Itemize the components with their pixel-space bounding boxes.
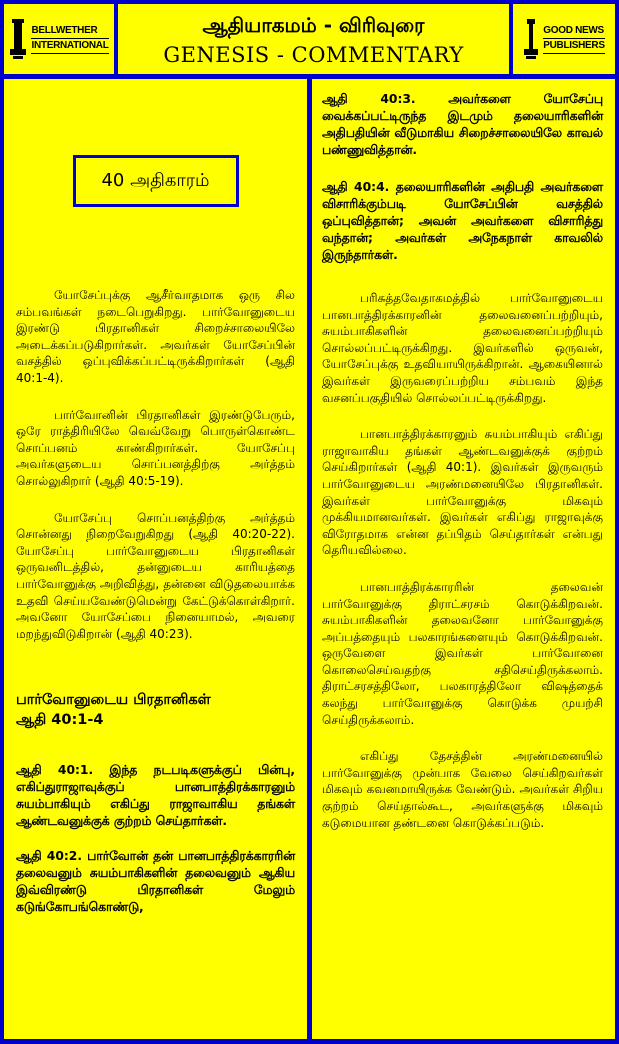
publisher-icon <box>523 17 539 61</box>
good-news-publishers-logo <box>513 4 615 74</box>
right-column <box>312 79 615 1039</box>
right-paragraph-1: பரிசுத்தவேதாகமத்தில் பார்வோனுடைய பானபாத்திரக்காரனின் தலைவனைப்பற்றியும், சுயம்பாகிகளின் தலைவனைப்பற்றியும் சொல்லப்பட்டிருக்கிறது. இவர்களில் ஒருவன், யோசேப்புக்கு உதவியாயிருக்கிறான். ஆகையினால் இவர்கள் இருவரைப்பற்றிய சம்பவம் இந்த வசனப்பகுதியில் சொல்லப்பட்டிருக்கிறது. <box>322 291 603 405</box>
verse-40-3: ஆதி 40:3. அவர்களை யோசேப்பு வைக்கப்பட்டிருந்த இடமும் தலையாரிகளின் அதிபதியின் வீடுமாகிய சிறைச்சாலையிலே காவல் பண்ணுவித்தான். <box>322 92 603 157</box>
bellwether-logo-line2: INTERNATIONAL <box>31 39 108 54</box>
title-english: GENESIS - COMMENTARY <box>163 43 464 67</box>
bellwether-logo-line1: BELLWETHER <box>31 24 108 39</box>
verse-40-1: ஆதி 40:1. இந்த நடபடிகளுக்குப் பின்பு, எகிப்துராஜாவுக்குப் பானபாத்திரக்காரனும் சுயம்பாகியும் எகிப்து ராஜாவாகிய தங்கள் ஆண்டவனுக்குக் குற்றம் செய்தார்கள். <box>16 763 295 829</box>
verse-40-2: ஆதி 40:2. பார்வோன் தன் பானபாத்திரக்காரரின் தலைவனும் சுயம்பாகிகளின் தலைவனும் ஆகிய இவ்விரண்டு பிரதானிகள் மேலும் கடுங்கோபங்கொண்டு, <box>16 849 295 915</box>
left-paragraph-2: பார்வோனின் பிரதானிகள் இரண்டுபேரும், ஒரே ராத்திரியிலே வெவ்வேறு பொருள்கொண்ட சொப்பனம் காண்கிறார்கள். யோசேப்பு அவர்களுடைய சொப்பனத்திற்கு அர்த்தம் சொல்லுகிறார் (ஆதி 40:5-19). <box>16 407 295 488</box>
publisher-logo-line2: PUBLISHERS <box>543 39 604 54</box>
verse-40-4: ஆதி 40:4. தலையாரிகளின் அதிபதி அவர்களை விசாரிக்கும்படி யோசேப்பின் வசத்தில் ஒப்புவித்தான்; அவன் அவர்களை விசாரித்து வந்தான்; அவர்கள் அநேகநாள் காவலில் இருந்தார்கள். <box>322 180 603 262</box>
right-paragraph-3: பானபாத்திரக்காரரின் தலைவன் பார்வோனுக்கு திராட்சரசம் கொடுக்கிறவன். சுயம்பாகிகளின் தலைவனோ பார்வோனுக்கு அப்பத்தையும் பலகாரங்களையும் கொடுக்கிறவன். ஒருவேளை இவர்கள் பார்வோனை கொலைசெய்வதற்கு சதிசெய்திருக்கலாம். திராட்சரசத்திலோ, பலகாரத்திலோ விஷத்தைக் கலந்து பார்வோனுக்கு கொடுக்க முயற்சி செய்திருக்கலாம். <box>322 579 603 727</box>
bellwether-icon <box>9 17 27 61</box>
left-paragraph-1: யோசேப்புக்கு ஆசீர்வாதமாக ஒரு சில சம்பவங்கள் நடைபெறுகிறது. பார்வோனுடைய இரண்டு பிரதானிகள் சிறைச்சாலையிலே அடைக்கப்படுகிறார்கள். அவர்கள் யோசேப்பின் வசத்தில் ஒப்புவிக்கப்பட்டிருக்கிறார்கள் (ஆதி 40:1-4). <box>16 288 295 385</box>
section-heading <box>16 690 295 730</box>
title-tamil: ஆதியாகமம் - விரிவுரை <box>202 13 425 37</box>
left-paragraph-3: யோசேப்பு சொப்பனத்திற்கு அர்த்தம் சொன்னது நிறைவேறுகிறது (ஆதி 40:20-22). யோசேப்பு பார்வோனுடைய பிரதானிகள் ஒருவனிடத்தில், தன்னுடைய காரியத்தை பார்வோனுக்கு அறிவித்து, தன்னை விடுதலையாக்க உதவி செய்யவேண்டுமென்று கேட்டுக்கொள்கிறார். அவனோ யோசேப்பை நினையாமல், அவரை மறந்துவிடுகிறான் (ஆதி 40:23). <box>16 510 295 641</box>
publisher-logo-line1: GOOD NEWS <box>543 24 604 39</box>
right-paragraph-2: பானபாத்திரக்காரனும் சுயம்பாகியும் எகிப்து ராஜாவாகிய தங்கள் ஆண்டவனுக்குக் குற்றம் செய்கிறார்கள் (ஆதி 40:1). இவர்கள் இருவரும் பார்வோனுடைய அரண்மனையிலே பிரதானிகள். இவர்கள் பார்வோனுக்கு மிகவும் முக்கியமானவர்கள். இவர்கள் எகிப்து ராஜாவுக்கு விரோதமாக என்ன தப்பிதம் செய்தார்கள் என்பது தெரியவில்லை. <box>322 427 603 558</box>
left-column <box>4 79 307 1039</box>
bellwether-logo <box>4 4 114 74</box>
page-header <box>118 4 509 74</box>
chapter-label: 40 அதிகாரம் <box>73 155 239 207</box>
section-heading-reference: ஆதி 40:1-4 <box>16 712 104 729</box>
section-heading-title: பார்வோனுடைய பிரதானிகள் <box>16 692 211 709</box>
right-paragraph-4: எகிப்து தேசத்தின் அரண்மனையில் பார்வோனுக்கு முன்பாக வேலை செய்கிறவர்கள் மிகவும் கவனமாயிருக்க வேண்டும். அவர்கள் சிறிய குற்றம் செய்தால்கூட, அவர்களுக்கு மிகவும் கடுமையான தண்டனை கொடுக்கப்படும். <box>322 749 603 830</box>
